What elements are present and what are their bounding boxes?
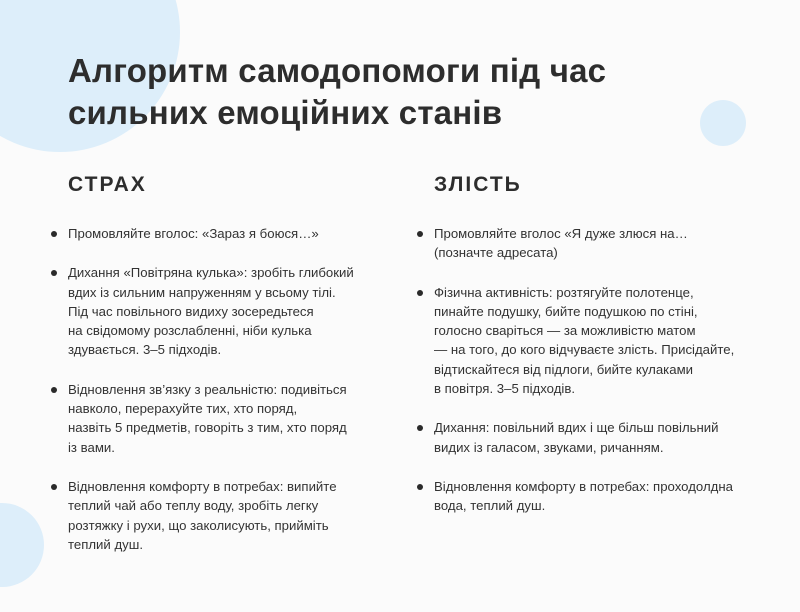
anger-list bbox=[434, 224, 764, 516]
fear-item-text: Дихання «Повітряна кулька»: зробіть глибокий вдих із сильним напруженням у всьому тілі. Під час повільного видиху зосередьтеся на свідомому розслабленні, ніби кулька здувається. 3–5 підходів. bbox=[68, 265, 354, 358]
bullet-icon bbox=[51, 231, 57, 237]
bullet-icon bbox=[417, 484, 423, 490]
bullet-icon bbox=[417, 425, 423, 431]
anger-item-1 bbox=[434, 224, 764, 263]
fear-list bbox=[68, 224, 388, 554]
fear-item-3 bbox=[68, 380, 388, 457]
fear-item-text: Відновлення комфорту в потребах: випийте теплий чай або теплу воду, зробіть легку розтяжку і рухи, що заколисують, прийміть теплий душ. bbox=[68, 478, 337, 552]
page-title: Алгоритм самодопомоги під час сильних емоційних станів bbox=[68, 52, 607, 131]
fear-heading: СТРАХ bbox=[68, 173, 147, 196]
bullet-icon bbox=[51, 484, 57, 490]
anger-item-3 bbox=[434, 418, 764, 457]
fear-item-text: Відновлення зв’язку з реальністю: подивіться навколо, перерахуйте тих, хто поряд, назвіть 5 предметів, говоріть з тим, хто поряд із вами. bbox=[68, 381, 347, 455]
anger-item-text: Дихання: повільний вдих і ще більш повільний видих із галасом, звуками, ричанням. bbox=[434, 420, 719, 455]
bullet-icon bbox=[51, 387, 57, 393]
bullet-icon bbox=[417, 290, 423, 296]
fear-item-4 bbox=[68, 477, 388, 554]
bullet-icon bbox=[51, 270, 57, 276]
anger-section bbox=[434, 172, 764, 536]
decorative-circle-bottom bbox=[0, 503, 44, 587]
anger-item-2 bbox=[434, 283, 764, 399]
fear-section bbox=[68, 172, 388, 574]
decorative-circle-right bbox=[700, 100, 746, 146]
anger-item-4 bbox=[434, 477, 764, 516]
fear-item-2 bbox=[68, 263, 388, 359]
bullet-icon bbox=[417, 231, 423, 237]
anger-item-text: Промовляйте вголос «Я дуже злюся на… (позначте адресата) bbox=[434, 226, 688, 261]
anger-item-text: Відновлення комфорту в потребах: проходолдна вода, теплий душ. bbox=[434, 478, 733, 514]
anger-item-text: Фізична активність: розтягуйте полотенце, пинайте подушку, бийте подушкою по стіні, голосно сваріться — за можливістю матом — на того, до кого відчуваєте злість. Присідайте, відтискайтеся від підлоги, бийте кулаками в повітря. 3–5 підходів. bbox=[434, 284, 735, 397]
fear-item-text: Промовляйте вголос: «Зараз я боюся…» bbox=[68, 226, 319, 241]
anger-heading: ЗЛІСТЬ bbox=[434, 173, 522, 196]
fear-item-1 bbox=[68, 224, 388, 243]
